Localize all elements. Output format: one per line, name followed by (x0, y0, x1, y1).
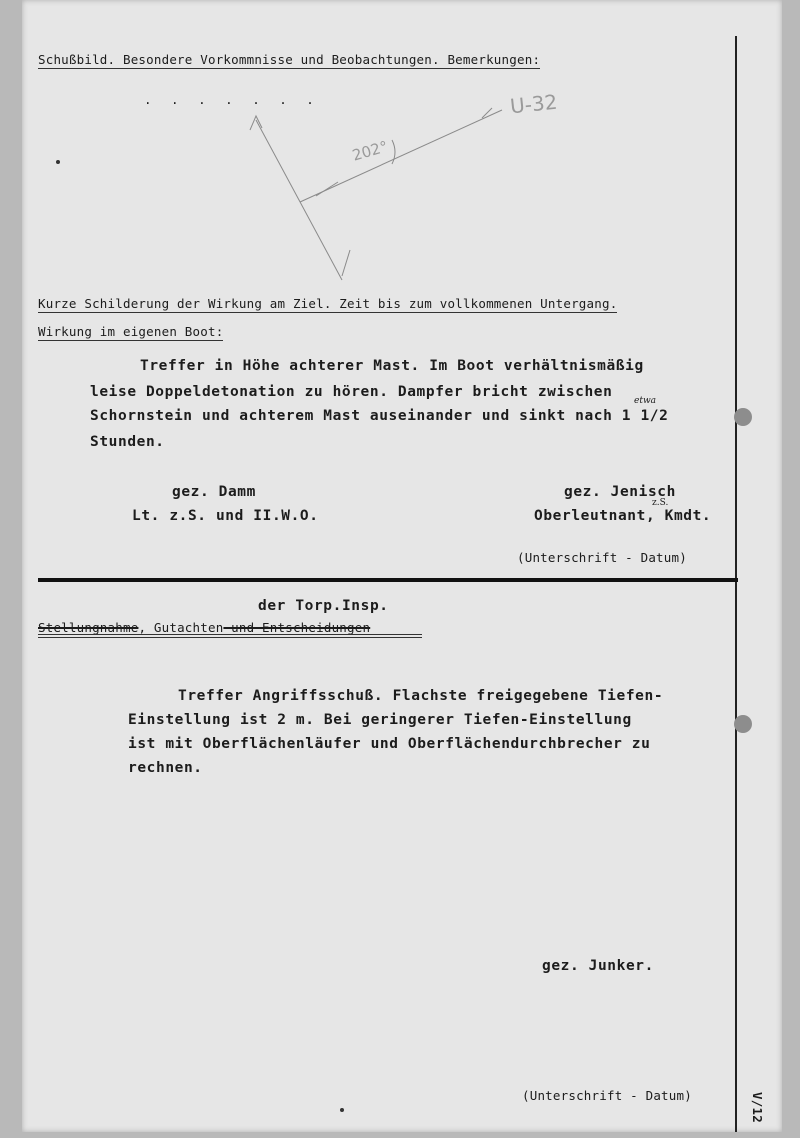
signature-junker: gez. Junker. (542, 958, 654, 974)
margin-note: V/12 (749, 1092, 765, 1123)
pencil-note: U-32 (508, 89, 559, 119)
assessment-line-4: rechnen. (128, 760, 203, 776)
insert-note: etwa (634, 396, 657, 406)
heading-struck-1: Stellungnahme (38, 620, 139, 635)
stray-dot (56, 160, 60, 164)
pencil-angle: 202° (350, 137, 390, 165)
binder-hole-top (734, 408, 752, 426)
heading-insert: der Torp.Insp. (258, 598, 389, 614)
signature-label-2: (Unterschrift - Datum) (522, 1088, 692, 1103)
section2-subheading: Wirkung im eigenen Boot: (38, 324, 224, 339)
signature-right-note: z.S. (652, 498, 669, 508)
assessment-line-1: Treffer Angriffsschuß. Flachste freigegebene Tiefen- (178, 688, 664, 704)
signature-right-rank: Oberleutnant, Kmdt. (534, 508, 712, 524)
bottom-dot (340, 1108, 344, 1112)
report-line-4: Stunden. (90, 434, 165, 450)
assessment-line-3: ist mit Oberflächenläufer und Oberflächendurchbrecher zu (128, 736, 651, 752)
heading-struck-2: und Entscheidungen (223, 620, 371, 635)
section2-heading: Kurze Schilderung der Wirkung am Ziel. Zeit bis zum vollkommenen Untergang. (38, 296, 618, 311)
report-line-2: leise Doppeldetonation zu hören. Dampfer bricht zwischen (90, 384, 613, 400)
pencil-sketch (242, 100, 602, 290)
heading-mid: , Gutachten (138, 620, 224, 635)
dots-row: . . . . . . . (144, 92, 320, 107)
assessment-line-2: Einstellung ist 2 m. Bei geringerer Tiefen-Einstellung (128, 712, 632, 728)
signature-left-rank: Lt. z.S. und II.W.O. (132, 508, 319, 524)
section3-heading (38, 620, 370, 635)
section-divider (38, 578, 738, 582)
report-line-3: Schornstein und achterem Mast auseinander und sinkt nach 1 1/2 (90, 408, 669, 424)
signature-label-1: (Unterschrift - Datum) (517, 550, 687, 565)
document-page (22, 0, 782, 1132)
section1-heading: Schußbild. Besondere Vorkommnisse und Beobachtungen. Bemerkungen: (38, 52, 541, 67)
signature-right-name: gez. Jenisch (564, 484, 676, 500)
margin-rule (735, 36, 737, 1132)
report-line-1: Treffer in Höhe achterer Mast. Im Boot verhältnismäßig (140, 358, 644, 374)
binder-hole-bottom (734, 715, 752, 733)
signature-left-name: gez. Damm (172, 484, 256, 500)
heading-underline (38, 634, 422, 638)
